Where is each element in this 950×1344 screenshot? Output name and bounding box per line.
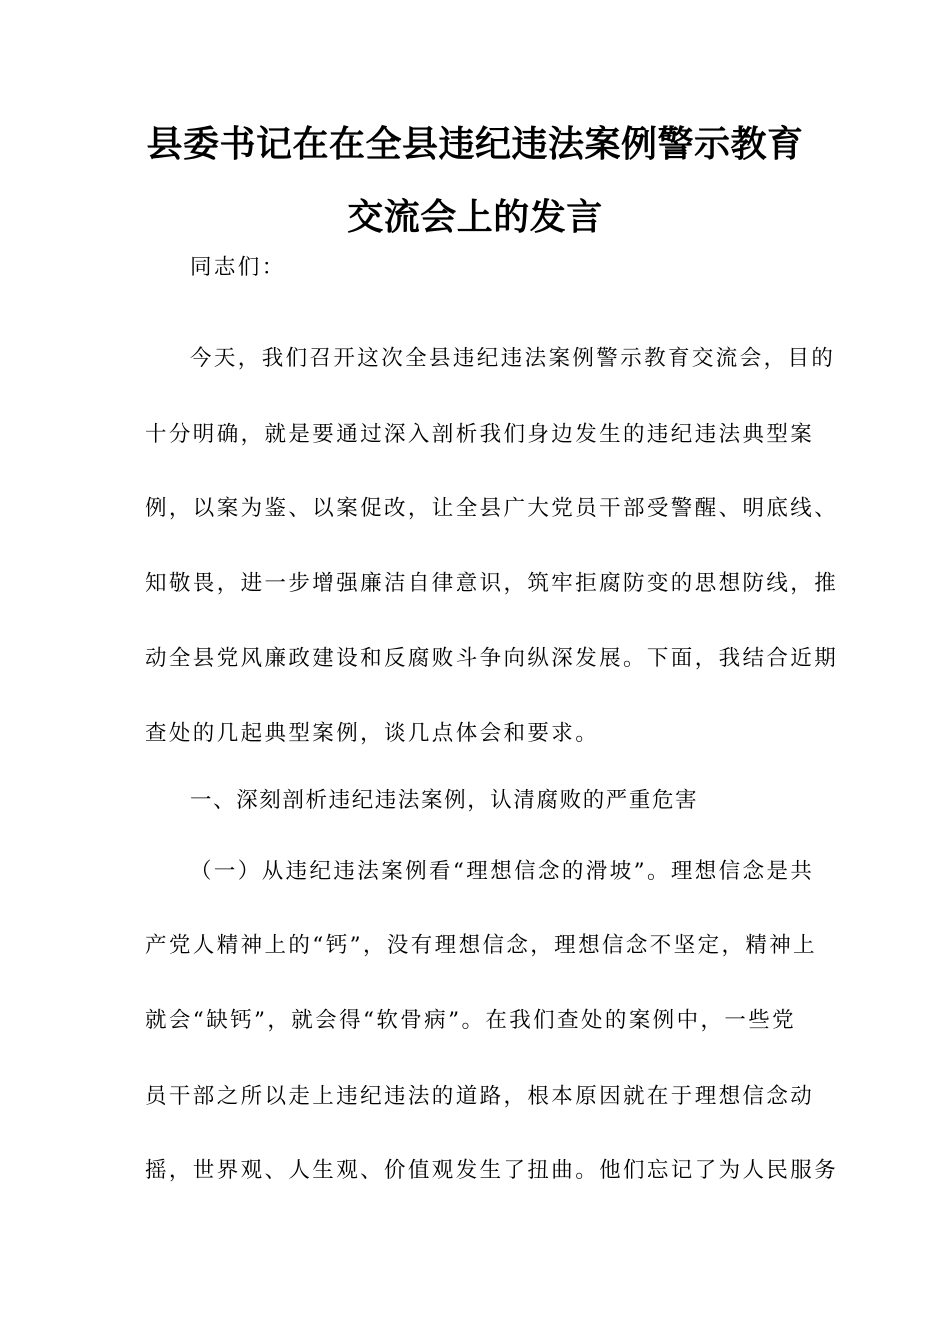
section-heading: 一、深刻剖析违纪违法案例，认清腐败的严重危害: [190, 788, 699, 813]
salutation: 同志们：: [190, 255, 286, 280]
paragraph-line: 就会“缺钙”，就会得“软骨病”。在我们查处的案例中，一些党: [145, 1008, 797, 1033]
document-title-line-1: 县委书记在在全县违纪违法案例警示教育: [146, 124, 804, 165]
paragraph-line: 十分明确，就是要通过深入剖析我们身边发生的违纪违法典型案: [145, 422, 815, 447]
paragraph-line: （一）从违纪违法案例看“理想信念的滑坡”。理想信念是共: [190, 859, 815, 884]
paragraph-line: 员干部之所以走上违纪违法的道路，根本原因就在于理想信念动: [145, 1084, 815, 1109]
paragraph-line: 查处的几起典型案例，谈几点体会和要求。: [145, 721, 600, 746]
paragraph-line: 今天，我们召开这次全县违纪违法案例警示教育交流会，目的: [190, 346, 836, 371]
paragraph-line: 产党人精神上的“钙”，没有理想信念，理想信念不坚定，精神上: [145, 933, 818, 958]
paragraph-line: 动全县党风廉政建设和反腐败斗争向纵深发展。下面，我结合近期: [145, 646, 839, 671]
document-title-line-2: 交流会上的发言: [347, 197, 603, 238]
paragraph-line: 知敬畏，进一步增强廉洁自律意识，筑牢拒腐防变的思想防线，推: [145, 571, 839, 596]
paragraph-line: 摇，世界观、人生观、价值观发生了扭曲。他们忘记了为人民服务: [145, 1158, 839, 1183]
paragraph-line: 例，以案为鉴、以案促改，让全县广大党员干部受警醒、明底线、: [145, 496, 839, 521]
